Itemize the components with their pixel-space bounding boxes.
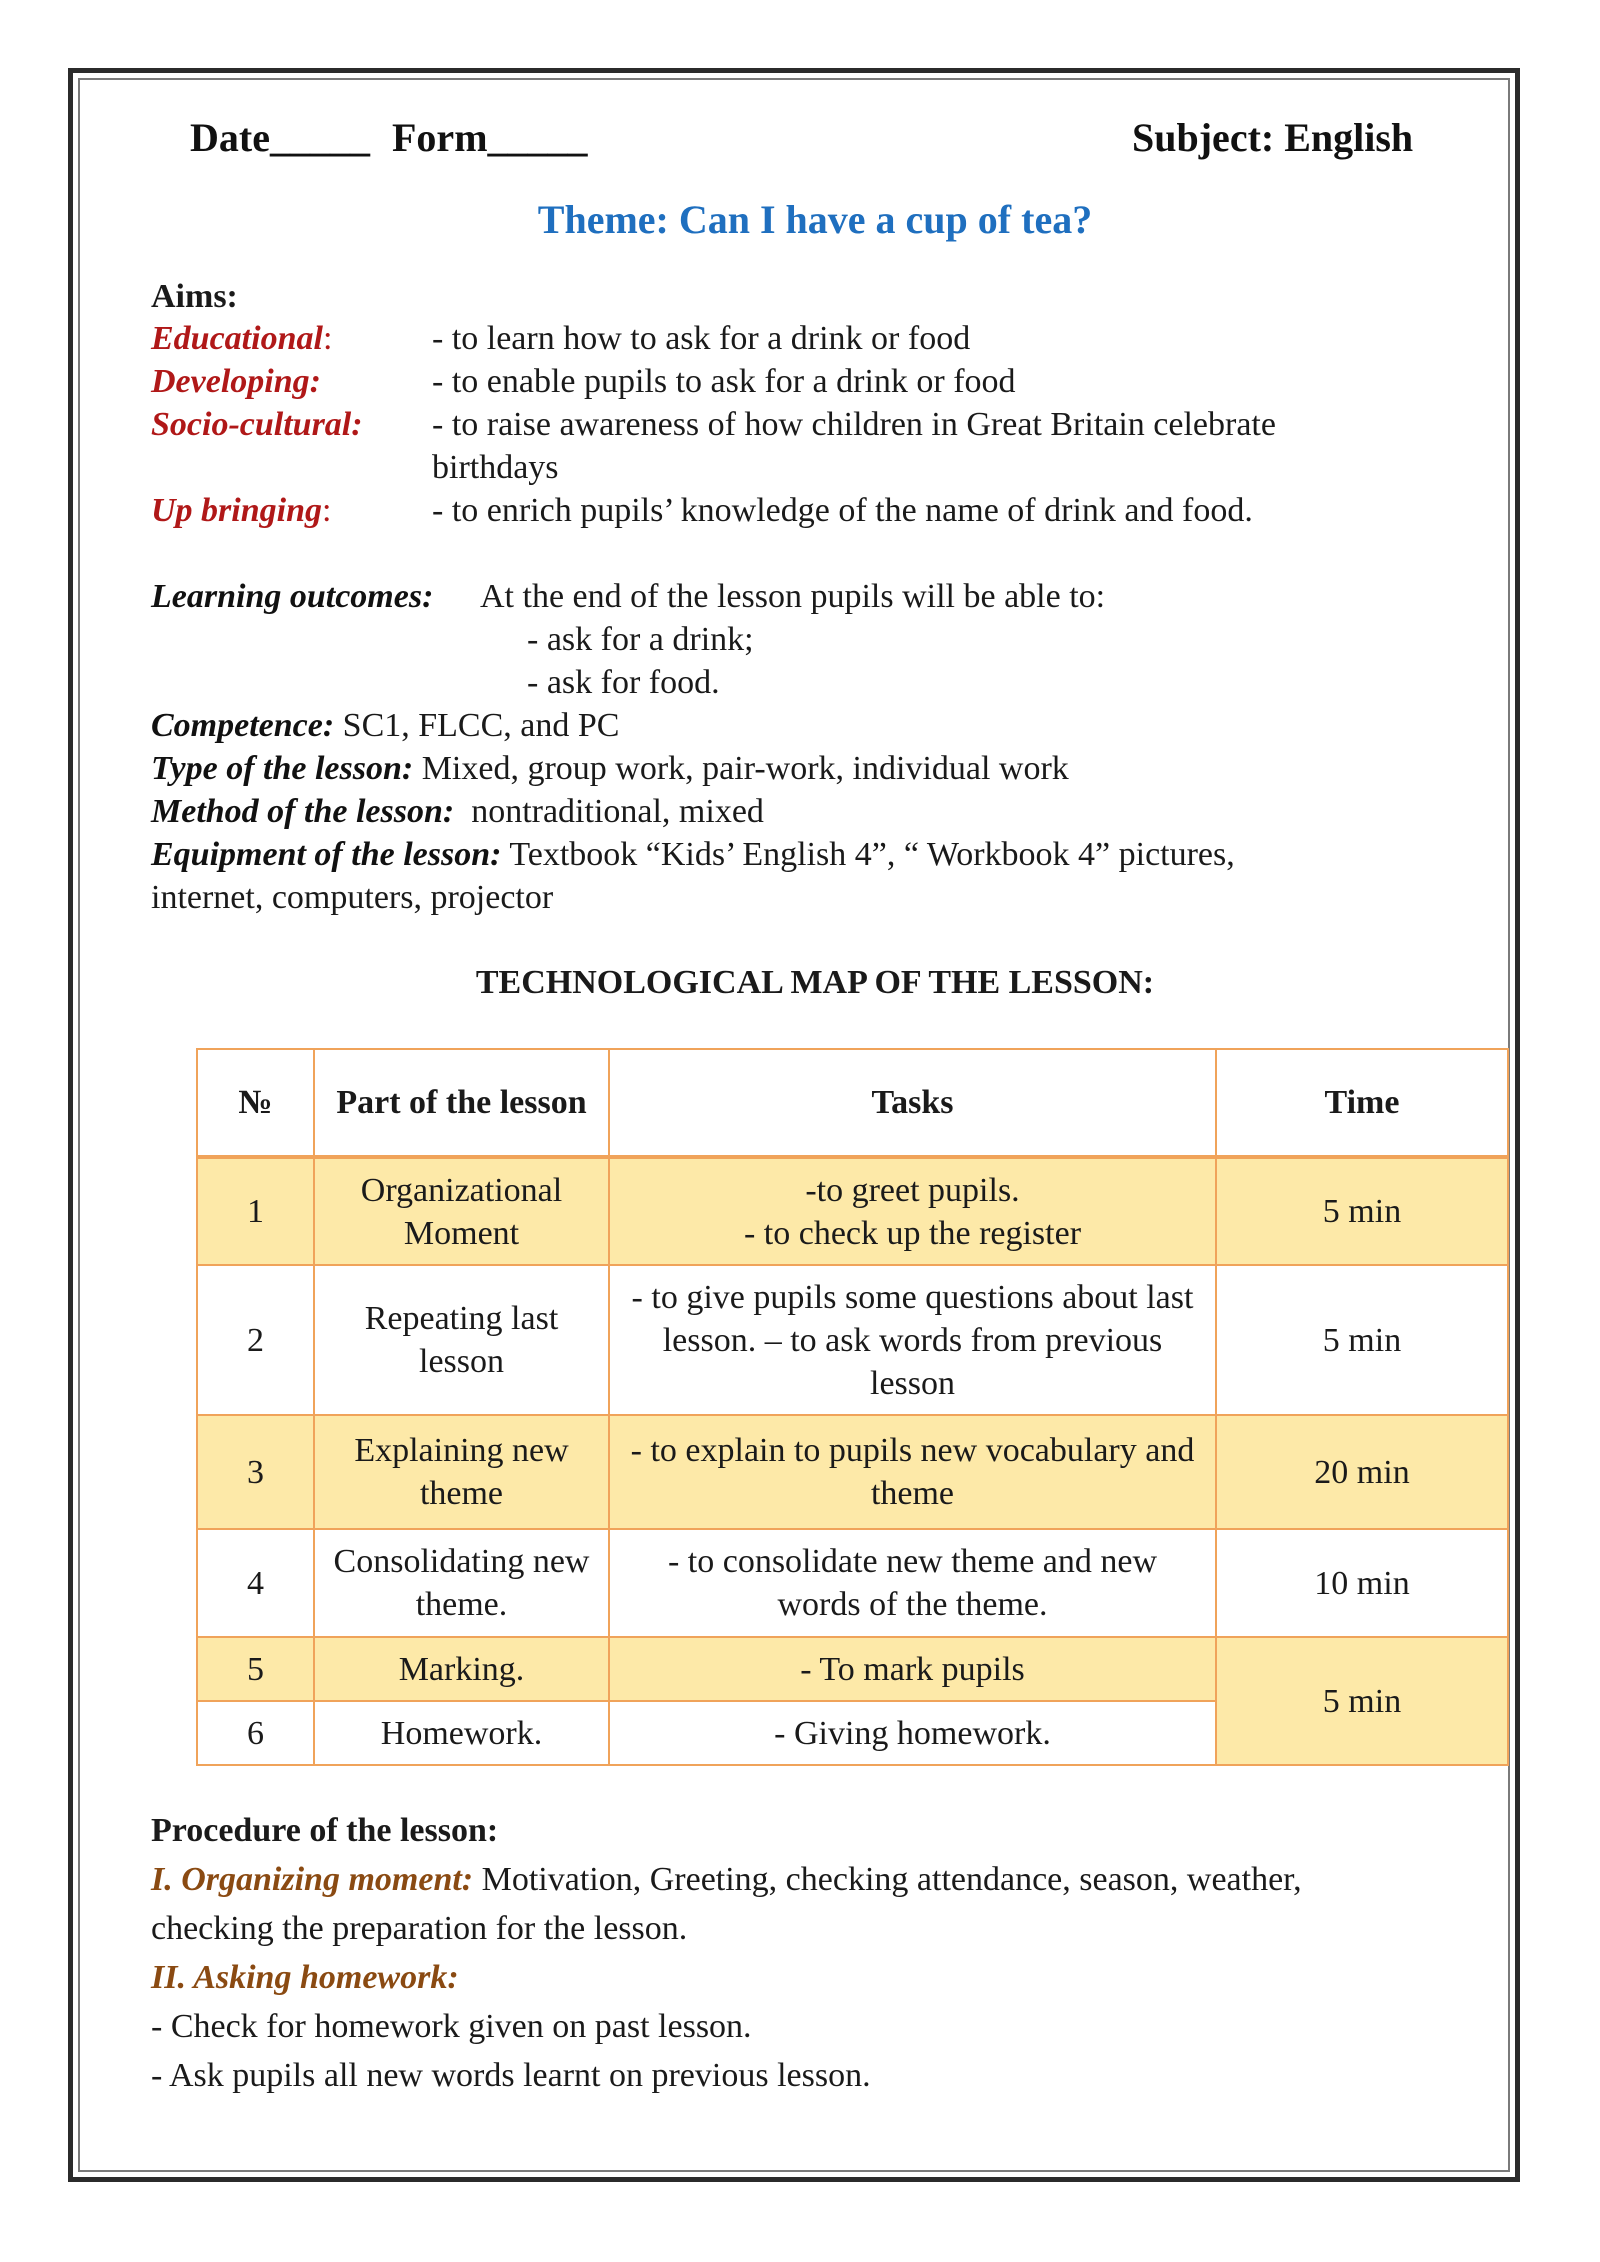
table-row bbox=[197, 1637, 1508, 1701]
cell-number: 1 bbox=[197, 1157, 314, 1265]
col-header-number: № bbox=[197, 1049, 314, 1157]
equipment-line: Equipment of the lesson: Textbook “Kids’ English 4”, “ Workbook 4” pictures, bbox=[151, 836, 1235, 873]
aim-sociocultural-text: - to raise awareness of how children in Great Britain celebrate bbox=[432, 406, 1276, 443]
cell-part: Organizational Moment bbox=[314, 1157, 609, 1265]
cell-tasks: - to consolidate new theme and new words of the theme. bbox=[609, 1529, 1216, 1637]
cell-part: Marking. bbox=[314, 1637, 609, 1701]
cell-number: 3 bbox=[197, 1415, 314, 1529]
cell-time: 10 min bbox=[1216, 1529, 1508, 1637]
cell-tasks: - Giving homework. bbox=[609, 1701, 1216, 1765]
date-label: Date_____ bbox=[190, 115, 370, 160]
aim-upbringing-text: - to enrich pupils’ knowledge of the name of drink and food. bbox=[432, 492, 1253, 529]
cell-time: 5 min bbox=[1216, 1265, 1508, 1415]
procedure-step2-label: II. Asking homework: bbox=[151, 1959, 459, 1996]
competence-line: Competence: SC1, FLCC, and PC bbox=[151, 707, 620, 744]
cell-time: 5 min bbox=[1216, 1157, 1508, 1265]
col-header-part: Part of the lesson bbox=[314, 1049, 609, 1157]
table-row bbox=[197, 1529, 1508, 1637]
map-title: TECHNOLOGICAL MAP OF THE LESSON: bbox=[475, 964, 1155, 1001]
procedure-step1: I. Organizing moment: Motivation, Greeting, checking attendance, season, weather, bbox=[151, 1861, 1302, 1898]
cell-tasks: - to explain to pupils new vocabulary and theme bbox=[609, 1415, 1216, 1529]
cell-part: Explaining new theme bbox=[314, 1415, 609, 1529]
procedure-step2-item: - Check for homework given on past lesson. bbox=[151, 2008, 752, 2045]
aims-heading: Aims: bbox=[151, 278, 238, 315]
procedure-step2-item: - Ask pupils all new words learnt on previous lesson. bbox=[151, 2057, 871, 2094]
aim-sociocultural-text-cont: birthdays bbox=[432, 449, 559, 486]
form-label: Form_____ bbox=[392, 115, 588, 160]
cell-tasks: - to give pupils some questions about last lesson. – to ask words from previous lesson bbox=[609, 1265, 1216, 1415]
cell-part: Homework. bbox=[314, 1701, 609, 1765]
outcome-item: - ask for a drink; bbox=[527, 621, 754, 658]
outcomes-intro: At the end of the lesson pupils will be able to: bbox=[480, 578, 1106, 615]
aim-developing-text: - to enable pupils to ask for a drink or food bbox=[432, 363, 1016, 400]
cell-tasks: - To mark pupils bbox=[609, 1637, 1216, 1701]
cell-time: 20 min bbox=[1216, 1415, 1508, 1529]
cell-number: 5 bbox=[197, 1637, 314, 1701]
lesson-map-table bbox=[196, 1048, 1509, 1766]
table-row bbox=[197, 1157, 1508, 1265]
cell-number: 2 bbox=[197, 1265, 314, 1415]
table-row bbox=[197, 1415, 1508, 1529]
aim-educational-label: Educational: bbox=[151, 320, 333, 357]
aim-developing-label: Developing: bbox=[151, 363, 321, 400]
col-header-time: Time bbox=[1216, 1049, 1508, 1157]
cell-number: 4 bbox=[197, 1529, 314, 1637]
cell-part: Repeating last lesson bbox=[314, 1265, 609, 1415]
cell-part: Consolidating new theme. bbox=[314, 1529, 609, 1637]
procedure-step1-cont: checking the preparation for the lesson. bbox=[151, 1910, 688, 1947]
cell-time: 5 min bbox=[1216, 1637, 1508, 1765]
aim-sociocultural-label: Socio-cultural: bbox=[151, 406, 363, 443]
procedure-heading: Procedure of the lesson: bbox=[151, 1812, 499, 1849]
outcome-item: - ask for food. bbox=[527, 664, 720, 701]
method-line: Method of the lesson: nontraditional, mixed bbox=[151, 793, 764, 830]
cell-tasks: -to greet pupils. - to check up the register bbox=[609, 1157, 1216, 1265]
subject-label: Subject: English bbox=[1132, 115, 1414, 160]
aim-educational-text: - to learn how to ask for a drink or food bbox=[432, 320, 971, 357]
equipment-line-cont: internet, computers, projector bbox=[151, 879, 554, 916]
cell-number: 6 bbox=[197, 1701, 314, 1765]
table-row bbox=[197, 1265, 1508, 1415]
outcomes-label: Learning outcomes: bbox=[151, 578, 434, 615]
aim-upbringing-label: Up bringing: bbox=[151, 492, 332, 529]
table-header-row bbox=[197, 1049, 1508, 1157]
col-header-tasks: Tasks bbox=[609, 1049, 1216, 1157]
type-line: Type of the lesson: Mixed, group work, pair-work, individual work bbox=[151, 750, 1069, 787]
theme-title: Theme: Can I have a cup of tea? bbox=[537, 197, 1093, 242]
